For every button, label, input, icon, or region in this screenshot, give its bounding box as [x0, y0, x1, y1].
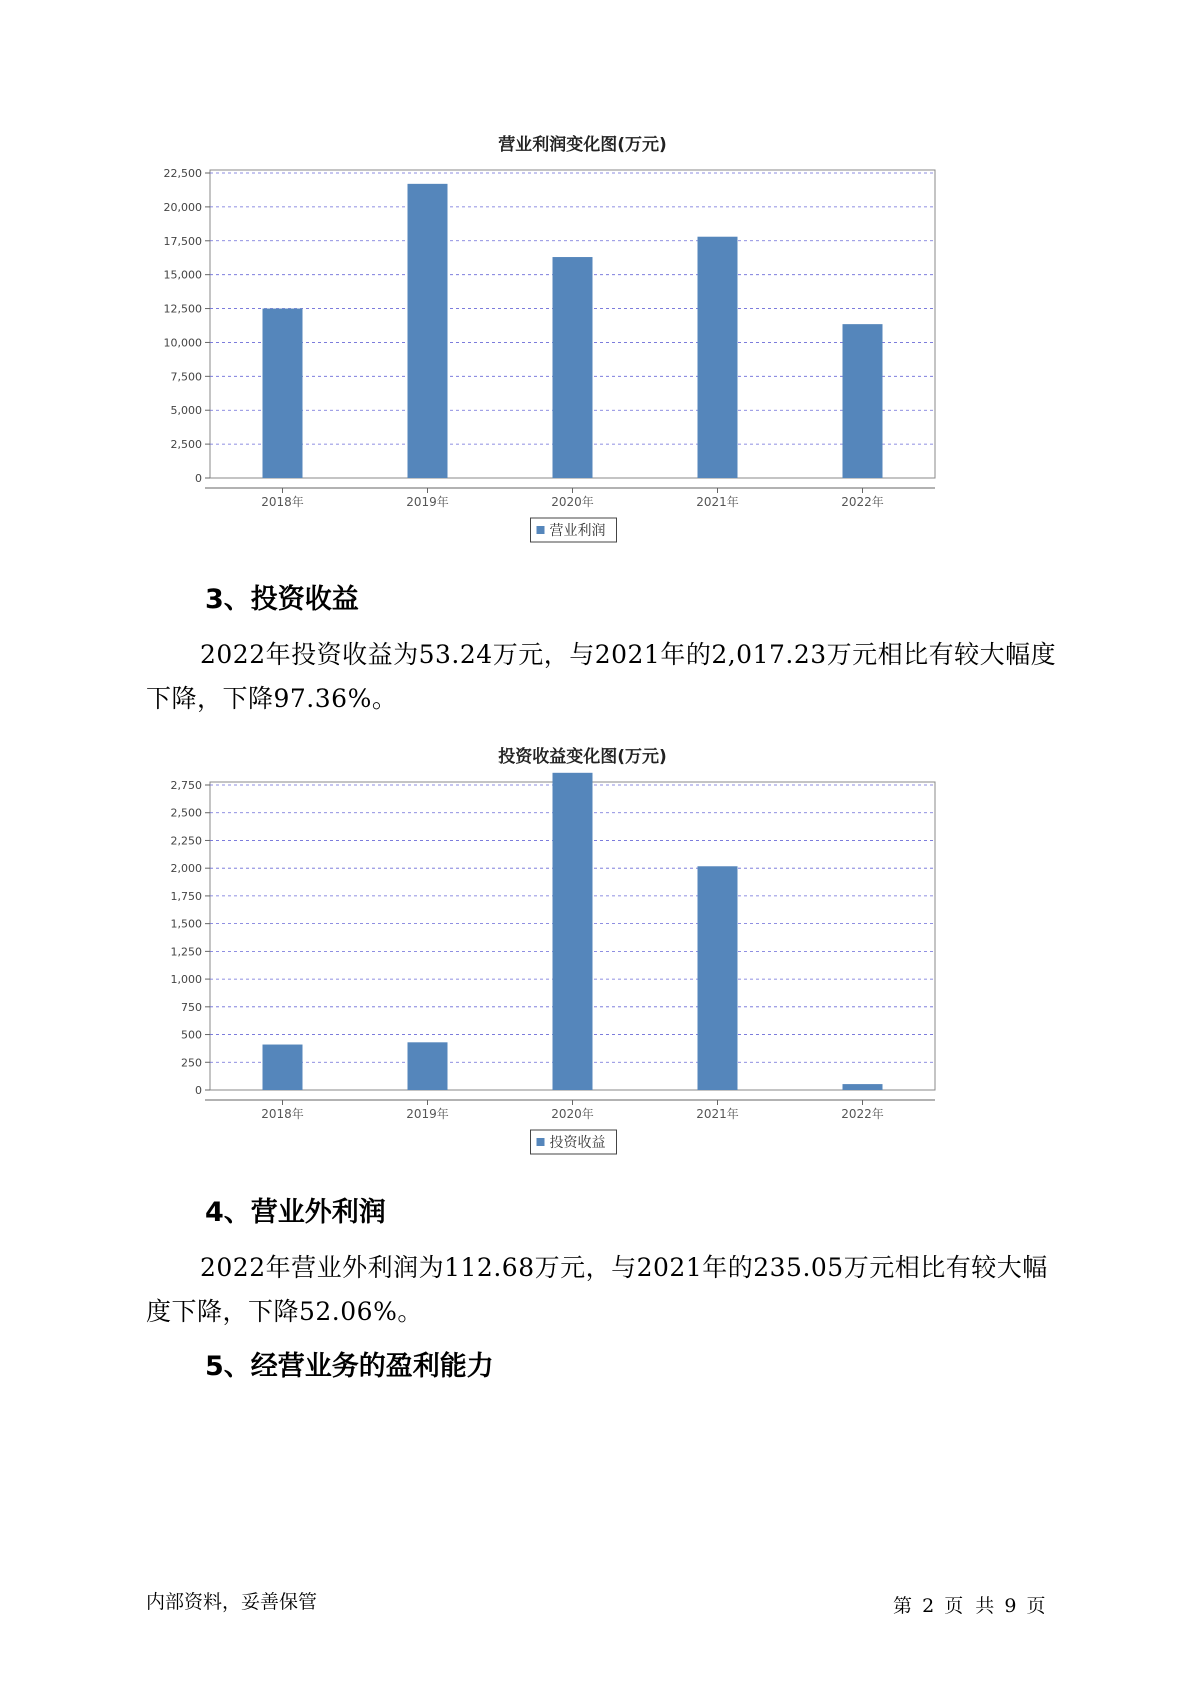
bar-2022年	[843, 324, 883, 478]
legend-label: 营业利润	[549, 523, 606, 539]
y-tick-label: 7,500	[170, 370, 202, 384]
x-tick-label: 2020年	[551, 1107, 594, 1121]
x-tick-label: 2022年	[841, 1107, 884, 1121]
y-tick-label: 2,750	[170, 779, 202, 792]
footer-page-current: 2	[922, 1595, 935, 1617]
y-tick-label: 5,000	[170, 404, 202, 418]
chart-title: 投资收益变化图(万元)	[498, 747, 667, 767]
y-tick-label: 1,250	[170, 945, 202, 959]
bar-2019年	[408, 1042, 448, 1090]
y-tick-label: 2,000	[170, 862, 202, 876]
chart-title: 营业利润变化图(万元)	[498, 135, 667, 155]
y-tick-label: 2,500	[170, 806, 202, 820]
x-tick-label: 2018年	[261, 495, 304, 509]
section-4-heading: 4、营业外利润	[205, 1197, 386, 1228]
bar-2018年	[263, 309, 303, 478]
investment-income-chart	[150, 740, 1030, 1160]
y-tick-label: 10,000	[163, 336, 202, 350]
y-tick-label: 22,500	[163, 167, 202, 180]
footer-page-suffix: 页	[1026, 1595, 1046, 1617]
y-tick-label: 0	[195, 472, 202, 485]
section-3-heading: 3、投资收益	[205, 584, 359, 615]
legend-swatch	[537, 526, 545, 534]
x-tick-label: 2021年	[696, 1107, 739, 1121]
y-tick-label: 750	[181, 1000, 202, 1014]
y-tick-label: 17,500	[163, 234, 202, 248]
x-tick-label: 2019年	[406, 1107, 449, 1121]
legend-swatch	[537, 1138, 545, 1146]
bar-2018年	[263, 1045, 303, 1090]
footer-confidential-note: 内部资料，妥善保管	[146, 1591, 318, 1613]
operating-profit-chart-svg	[150, 128, 1030, 548]
footer-page-prefix: 第	[893, 1595, 913, 1617]
operating-profit-chart	[150, 128, 1030, 548]
section-3-paragraph: 2022年投资收益为53.24万元，与2021年的2,017.23万元相比有较大幅度下降，下降97.36%。	[146, 640, 1057, 713]
x-tick-label: 2020年	[551, 495, 594, 509]
y-tick-label: 250	[181, 1056, 202, 1070]
footer-page-number	[893, 1591, 1050, 1618]
footer-page-mid: 页 共	[944, 1595, 995, 1617]
bar-2020年	[553, 773, 593, 1090]
legend-label: 投资收益	[549, 1135, 606, 1151]
y-tick-label: 2,250	[170, 834, 202, 848]
y-tick-label: 1,000	[170, 973, 202, 987]
bar-2022年	[843, 1084, 883, 1090]
x-tick-label: 2019年	[406, 495, 449, 509]
x-tick-label: 2022年	[841, 495, 884, 509]
y-tick-label: 1,750	[170, 889, 202, 903]
footer-page-total: 9	[1004, 1595, 1017, 1617]
y-tick-label: 1,500	[170, 917, 202, 931]
bar-2019年	[408, 184, 448, 478]
y-tick-label: 20,000	[163, 200, 202, 214]
bar-2020年	[553, 257, 593, 478]
section-5-heading: 5、经营业务的盈利能力	[205, 1351, 494, 1382]
y-tick-label: 0	[195, 1084, 202, 1097]
x-tick-label: 2018年	[261, 1107, 304, 1121]
x-tick-label: 2021年	[696, 495, 739, 509]
section-4-paragraph: 2022年营业外利润为112.68万元，与2021年的235.05万元相比有较大幅度下降，下降52.06%。	[146, 1253, 1048, 1326]
bar-2021年	[698, 866, 738, 1090]
y-tick-label: 2,500	[170, 438, 202, 452]
y-tick-label: 15,000	[163, 268, 202, 282]
investment-income-chart-svg	[150, 740, 1030, 1160]
bar-2021年	[698, 237, 738, 478]
y-tick-label: 12,500	[163, 302, 202, 316]
y-tick-label: 500	[181, 1028, 202, 1042]
